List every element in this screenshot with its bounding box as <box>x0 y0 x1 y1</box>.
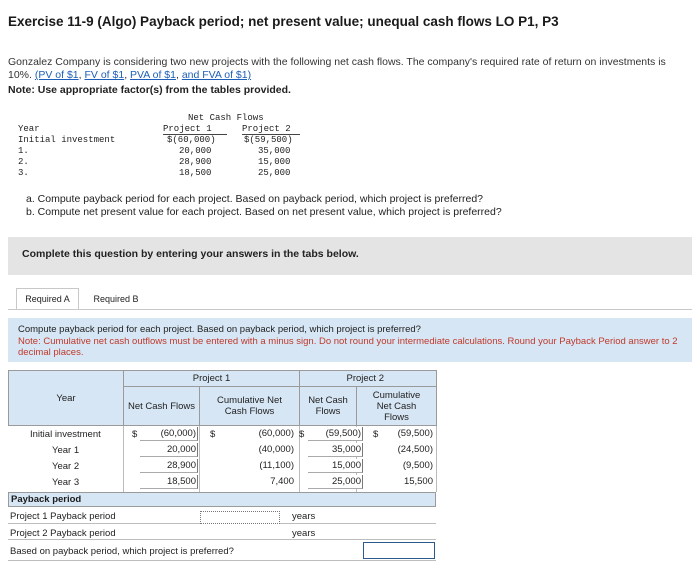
complete-banner <box>8 237 692 275</box>
preferred-project-select[interactable] <box>363 542 435 559</box>
given-cell: 18,500 <box>179 168 212 178</box>
dollar-sign: $ <box>299 429 305 440</box>
p2-cum-year-2: (9,500) <box>382 459 434 473</box>
question-list <box>26 193 502 219</box>
pv-link[interactable]: (PV of $1 <box>34 69 79 81</box>
question-a: a. Compute payback period for each project. Based on payback period, which project is preferred? <box>26 193 484 205</box>
given-cell: 35,000 <box>258 146 291 156</box>
tab-required-b[interactable]: Required B <box>85 288 147 310</box>
row-label-year-3: Year 3 <box>52 477 80 488</box>
preferred-label: Based on payback period, which project is preferred? <box>10 546 234 557</box>
payback-p1-unit: years <box>292 511 316 522</box>
header-year: Year <box>8 370 124 426</box>
intro-body: Gonzalez Company is considering two new projects with the following net cash flows. The company's required rate of return on investments is 10%. <box>8 56 666 81</box>
p2-cum-year-3: 15,500 <box>382 475 434 489</box>
header-project-2: Project 2 <box>299 370 437 387</box>
dollar-sign: $ <box>210 429 216 440</box>
p1-ncf-year-2-input[interactable]: 28,900 <box>140 459 198 473</box>
dollar-sign: $ <box>132 429 138 440</box>
header-p2-cumulative: Cumulative Net Cash Flows <box>356 386 437 426</box>
given-row-label: Initial investment <box>18 135 116 145</box>
payback-p1-label: Project 1 Payback period <box>10 511 116 522</box>
intro-text: Gonzalez Company is considering two new projects with the following net cash flows. The company's required rate of return on investments is 10%. (PV of $1, FV of $1, PVA of $1, and FVA of $1) <box>8 56 666 81</box>
factor-note: Note: Use appropriate factor(s) from the tables provided. <box>8 84 291 96</box>
given-header-p2: Project 2 <box>242 124 291 134</box>
instructions-box <box>8 318 692 362</box>
header-p1-cumulative: Cumulative Net Cash Flows <box>199 386 300 426</box>
instructions-note: Note: Cumulative net cash outflows must be entered with a minus sign. Do not round your intermediate calculations. Round your Payback Period answer to 2 decimal places. <box>18 335 678 358</box>
given-group-header: Net Cash Flows <box>188 113 264 123</box>
given-cell: 25,000 <box>258 168 291 178</box>
given-row-label: 1. <box>18 146 29 156</box>
payback-p1-input[interactable] <box>200 511 280 524</box>
page-title: Exercise 11-9 (Algo) Payback period; net present value; unequal cash flows LO P1, P3 <box>8 14 559 29</box>
given-cell: $(60,000) <box>167 135 216 145</box>
given-cell: 20,000 <box>179 146 212 156</box>
payback-p2-unit: years <box>292 528 316 539</box>
p1-cum-year-3: 7,400 <box>220 475 295 489</box>
fva-link[interactable]: and FVA of $1) <box>181 69 252 81</box>
header-p2-net-cash-flows: Net Cash Flows <box>299 386 357 426</box>
pva-link[interactable]: PVA of $1 <box>130 69 176 81</box>
dollar-sign: $ <box>373 429 379 440</box>
header-p1-net-cash-flows: Net Cash Flows <box>123 386 200 426</box>
row-label-year-2: Year 2 <box>52 461 80 472</box>
p2-ncf-year-3-input[interactable]: 25,000 <box>308 475 363 489</box>
given-header-year: Year <box>18 124 40 134</box>
complete-banner-text: Complete this question by entering your answers in the tabs below. <box>22 248 359 260</box>
p1-cum-year-1: (40,000) <box>220 443 295 457</box>
instructions-line: Compute payback period for each project. Based on payback period, which project is preferred? <box>18 324 421 335</box>
p2-ncf-initial-input[interactable]: (59,500) <box>308 427 363 441</box>
p2-ncf-year-1-input[interactable]: 35,000 <box>308 443 363 457</box>
row-label-year-1: Year 1 <box>52 445 80 456</box>
given-cell: $(59,500) <box>244 135 293 145</box>
given-cell: 28,900 <box>179 157 212 167</box>
p2-ncf-year-2-input[interactable]: 15,000 <box>308 459 363 473</box>
p1-cum-initial: (60,000) <box>220 427 295 441</box>
row-label-initial: Initial investment <box>30 429 101 440</box>
p1-ncf-year-3-input[interactable]: 18,500 <box>140 475 198 489</box>
payback-header-text: Payback period <box>11 494 82 505</box>
p1-ncf-year-1-input[interactable]: 20,000 <box>140 443 198 457</box>
header-project-1: Project 1 <box>123 370 300 387</box>
given-row-label: 2. <box>18 157 29 167</box>
given-cell: 15,000 <box>258 157 291 167</box>
payback-p2-label: Project 2 Payback period <box>10 528 116 539</box>
fv-link[interactable]: FV of $1 <box>84 69 125 81</box>
given-header-p1: Project 1 <box>163 124 212 134</box>
tab-required-a[interactable]: Required A <box>16 288 79 310</box>
question-b: b. Compute net present value for each project. Based on net present value, which project is preferred? <box>26 206 502 218</box>
p2-cum-year-1: (24,500) <box>382 443 434 457</box>
p1-cum-year-2: (11,100) <box>220 459 295 473</box>
p1-ncf-initial-input[interactable]: (60,000) <box>140 427 198 441</box>
given-row-label: 3. <box>18 168 29 178</box>
p2-cum-initial: (59,500) <box>382 427 434 441</box>
payback-header <box>8 492 436 507</box>
